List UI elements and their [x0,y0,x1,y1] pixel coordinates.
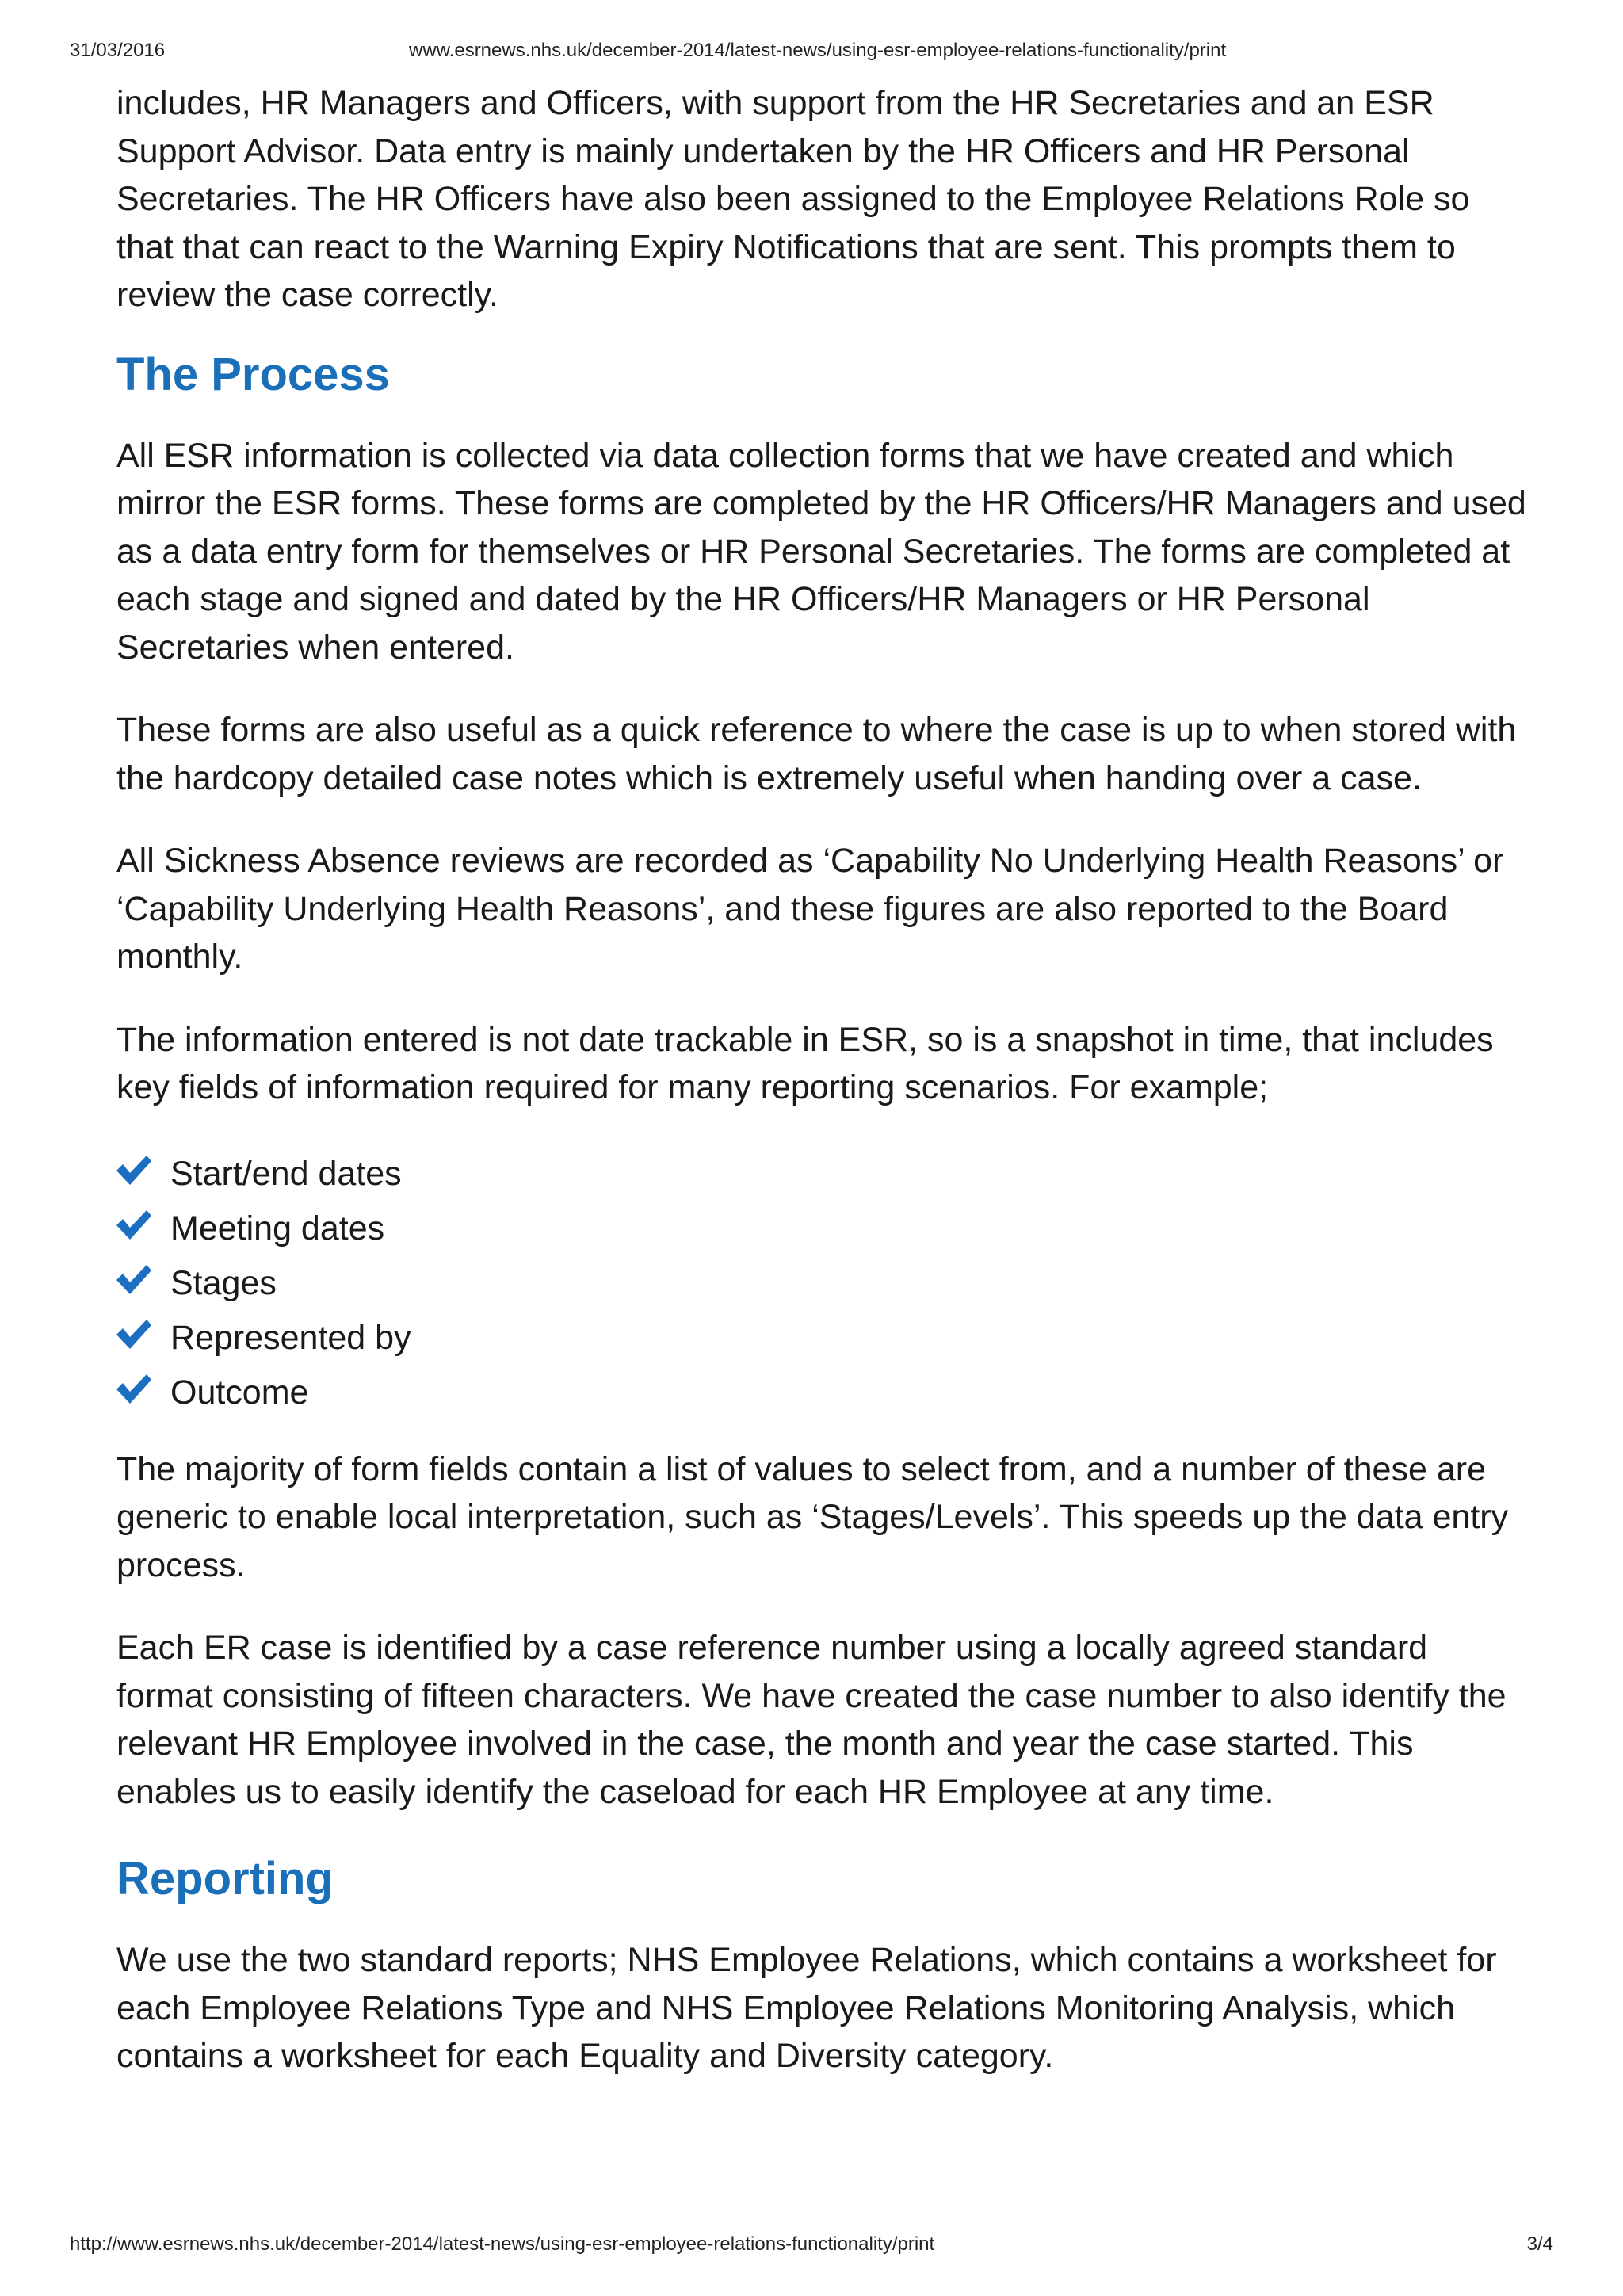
key-fields-checklist [116,1147,1527,1420]
list-item-label: Start/end dates [170,1154,402,1193]
list-item-label: Stages [170,1263,277,1302]
print-header [70,40,1553,63]
list-item [116,1311,1527,1366]
list-item [116,1366,1527,1420]
checkmark-icon [115,1317,153,1352]
process-paragraph-2: These forms are also useful as a quick reference to where the case is up to when stored with the hardcopy detailed case notes which is extremely useful when handing over a case. [116,711,1517,797]
article-content [116,79,1527,2115]
intro-paragraph: includes, HR Managers and Officers, with support from the HR Secretaries and an ESR Support Advisor. Data entry is mainly undertaken by the HR Officers and HR Personal Secretaries. The HR Officers have also been assigned to the Employee Relations Role so that that can react to the Warning Expiry Notifications that are sent. This prompts them to review the case correctly. [116,84,1470,314]
print-date: 31/03/2016 [70,40,166,61]
page-number: 3/4 [1526,2233,1553,2255]
process-paragraph-4: The information entered is not date trackable in ESR, so is a snapshot in time, that includes key fields of information required for many reporting scenarios. For example; [116,1020,1494,1106]
list-item [116,1256,1527,1311]
print-url: www.esrnews.nhs.uk/december-2014/latest-news/using-esr-employee-relations-functionality/print [409,40,1227,61]
footer-url: http://www.esrnews.nhs.uk/december-2014/latest-news/using-esr-employee-relations-functionality/print [70,2233,935,2255]
reporting-heading: Reporting [116,1853,334,1904]
list-item [116,1147,1527,1201]
checkmark-icon [115,1263,153,1297]
list-item [116,1201,1527,1256]
process-heading: The Process [116,348,390,400]
checkmark-icon [115,1372,153,1407]
process-paragraph-6: Each ER case is identified by a case reference number using a locally agreed standard format consisting of fifteen characters. We have created the case number to also identify the relevant HR Employee involved in the case, the month and year the case started. This enables us to easily identify the caseload for each HR Employee at any time. [116,1629,1507,1811]
list-item-label: Represented by [170,1318,411,1357]
checkmark-icon [115,1153,153,1188]
print-footer [70,2233,1553,2257]
checkmark-icon [115,1208,153,1243]
process-paragraph-1: All ESR information is collected via data collection forms that we have created and which mirror the ESR forms. These forms are completed by the HR Officers/HR Managers and used as a data entry form for themselves or HR Personal Secretaries. The forms are completed at each stage and signed and dated by the HR Officers/HR Managers or HR Personal Secretaries when entered. [116,436,1526,667]
reporting-paragraph-1: We use the two standard reports; NHS Employee Relations, which contains a worksheet for each Employee Relations Type and NHS Employee Relations Monitoring Analysis, which contains a worksheet for each Equality and Diversity category. [116,1941,1497,2075]
list-item-label: Meeting dates [170,1209,385,1247]
process-paragraph-5: The majority of form fields contain a list of values to select from, and a number of these are generic to enable local interpretation, such as ‘Stages/Levels’. This speeds up the data entry process. [116,1450,1509,1584]
process-paragraph-3: All Sickness Absence reviews are recorded as ‘Capability No Underlying Health Reasons’ or ‘Capability Underlying Health Reasons’, and these figures are also reported to the Board monthly. [116,842,1504,976]
list-item-label: Outcome [170,1373,309,1412]
